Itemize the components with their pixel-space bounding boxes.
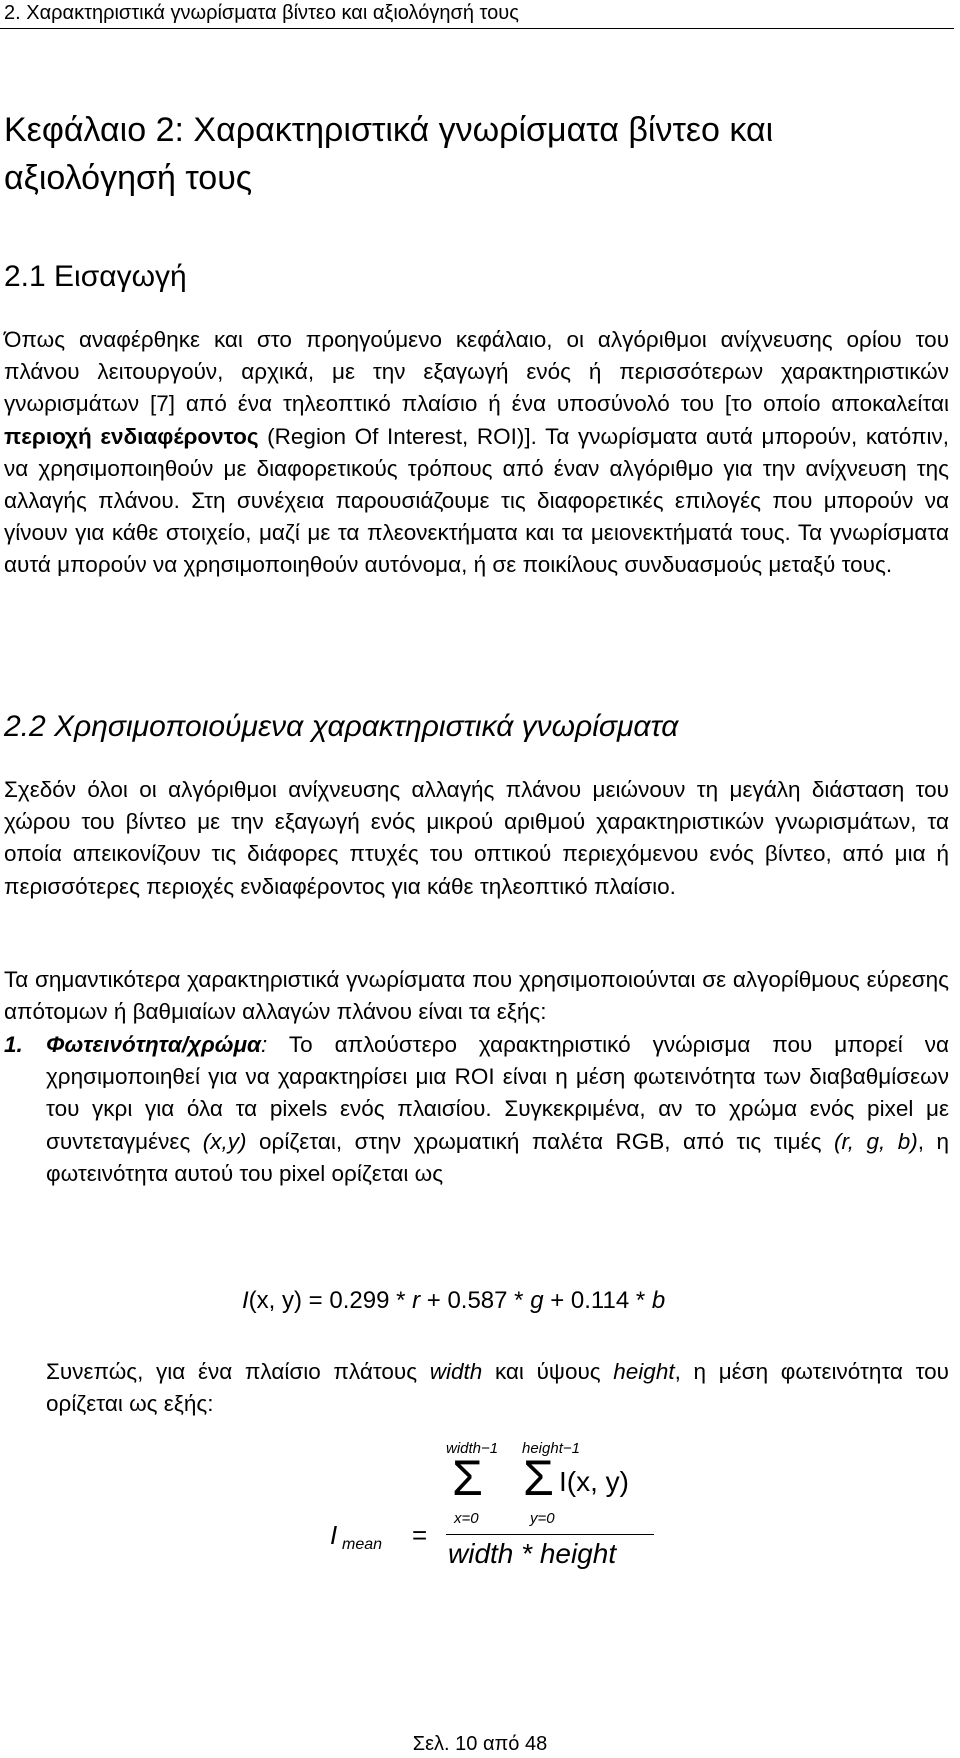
eq-upper-x: width−1 <box>446 1440 499 1457</box>
luminance-equation <box>242 1287 665 1315</box>
page-footer <box>0 1732 960 1756</box>
list-term: Φωτεινότητα/χρώμα <box>46 1032 262 1057</box>
text-run: (Region Of Interest, ROI)]. Τα γνωρίσματα αυτά μπορούν, κατόπιν, να χρησιμοποιηθούν με διαφορετικούς τρόπους από έναν αλγόριθμο για την ανίχνευση της αλλαγής πλάνου. Στη συνέχεια παρουσιάζουμε τις διαφορετικές επιλογές που μπορούν να γίνουν για κάθε στοιχείο, μαζί με τα πλεονεκτήματα και τα μειονεκτήματά τους. Τα γνωρίσματα αυτά μπορούν να χρησιμοποιηθούν αυτόνομα, ή σε ποικίλους συνδυασμούς μεταξύ τους. <box>4 423 949 578</box>
text-run: ορίζεται, στην χρωματική παλέτα RGB, από τις τιμές <box>246 1128 834 1154</box>
eq-text: + 0.587 * <box>420 1287 531 1314</box>
eq-upper-y: height−1 <box>522 1440 580 1457</box>
list-item-body <box>46 1029 949 1190</box>
fraction-bar <box>446 1534 654 1535</box>
eq-r: r <box>412 1287 421 1314</box>
text-run: και ύψους <box>482 1359 614 1384</box>
eq-summand: I(x, y) <box>559 1466 629 1497</box>
eq-sigma-y: Σ <box>523 1450 554 1506</box>
paragraph-features-2: Τα σημαντικότερα χαρακτηριστικά γνωρίσματα που χρησιμοποιούνται σε αλγορίθμους εύρεσης απότομων ή βαθμιαίων αλλαγών πλάνου είναι τα εξής: <box>4 967 949 1025</box>
mean-brightness-equation <box>330 1440 690 1580</box>
eq-sub-mean: mean <box>342 1536 383 1553</box>
paragraph-mean-brightness <box>46 1356 949 1420</box>
eq-lower-y: y=0 <box>530 1510 555 1527</box>
text-run: , η φωτεινότητα αυτού του pixel ορίζεται ως <box>46 1128 949 1186</box>
coordinates: (x,y) <box>202 1128 247 1154</box>
eq-sigma-x: Σ <box>452 1450 483 1506</box>
paragraph-features-1: Σχεδόν όλοι οι αλγόριθμοι ανίχνευσης αλλαγής πλάνου μειώνουν τη μεγάλη διάσταση του χώρου του βίντεο με την εξαγωγή ενός μικρού αριθμού χαρακτηριστικών γνωρισμάτων, τα οποία απεικονίζουν τις διάφορες πτυχές του οπτικού περιεχόμενου ενός βίντεο, από μια ή περισσότερες περιοχές ενδιαφέροντος για κάθε τηλεοπτικό πλαίσιο. <box>4 777 949 899</box>
rgb-values: (r, g, b) <box>833 1128 918 1154</box>
section-title-features: 2.2 Χρησιμοποιούμενα χαρακτηριστικά γνωρίσματα <box>4 710 679 743</box>
height-term: height <box>613 1359 675 1384</box>
page-number: Σελ. 10 από 48 <box>412 1733 548 1755</box>
text-run: Όπως αναφέρθηκε και στο προηγούμενο κεφάλαιο, οι αλγόριθμοι ανίχνευσης ορίου του πλάνου λειτουργούν, αρχικά, με την εξαγωγή ενός ή περισσότερων χαρακτηριστικών γνωρισμάτων [7] από ένα τηλεοπτικό πλαίσιο ή ένα υποσύνολό του [το οποίο αποκαλείται <box>4 327 949 417</box>
eq-args: (x, y) <box>248 1287 302 1314</box>
colon: : <box>261 1032 268 1057</box>
eq-symbol: I <box>242 1287 249 1314</box>
running-title: 2. Χαρακτηριστικά γνωρίσματα βίντεο και αξιολόγησή τους <box>4 2 519 24</box>
eq-b: b <box>651 1287 666 1314</box>
running-header <box>0 0 954 29</box>
eq-g: g <box>530 1287 544 1314</box>
eq-text: = 0.299 * <box>302 1287 413 1314</box>
width-term: width <box>429 1359 483 1384</box>
text-run: Συνεπώς, για ένα πλαίσιο πλάτους <box>46 1359 430 1384</box>
eq-equals: = <box>412 1520 428 1550</box>
list-number: 1. <box>4 1032 23 1057</box>
text-run: Το απλούστερο χαρακτηριστικό γνώρισμα που μπορεί να χρησιμοποιηθεί για να χαρακτηρίσει μια ROI είναι η μέση φωτεινότητα των διαβαθμίσεων του γκρι για όλα τα pixels ενός πλαισίου. Συγκεκριμένα, αν το χρώμα ενός pixel με συντεταγμένες <box>46 1032 949 1154</box>
paragraph-introduction <box>4 324 949 582</box>
text-run: , η μέση φωτεινότητα του ορίζεται ως εξής: <box>46 1359 949 1417</box>
eq-lower-x: x=0 <box>454 1510 479 1527</box>
chapter-title: Κεφάλαιο 2: Χαρακτηριστικά γνωρίσματα βίντεο και αξιολόγησή τους <box>4 111 774 197</box>
eq-text: + 0.114 * <box>543 1287 652 1314</box>
eq-denominator: width * height <box>448 1538 617 1569</box>
section-title-introduction: 2.1 Εισαγωγή <box>4 260 187 293</box>
eq-I-mean: I <box>330 1520 338 1550</box>
bold-term: περιοχή ενδιαφέροντος <box>4 423 259 449</box>
